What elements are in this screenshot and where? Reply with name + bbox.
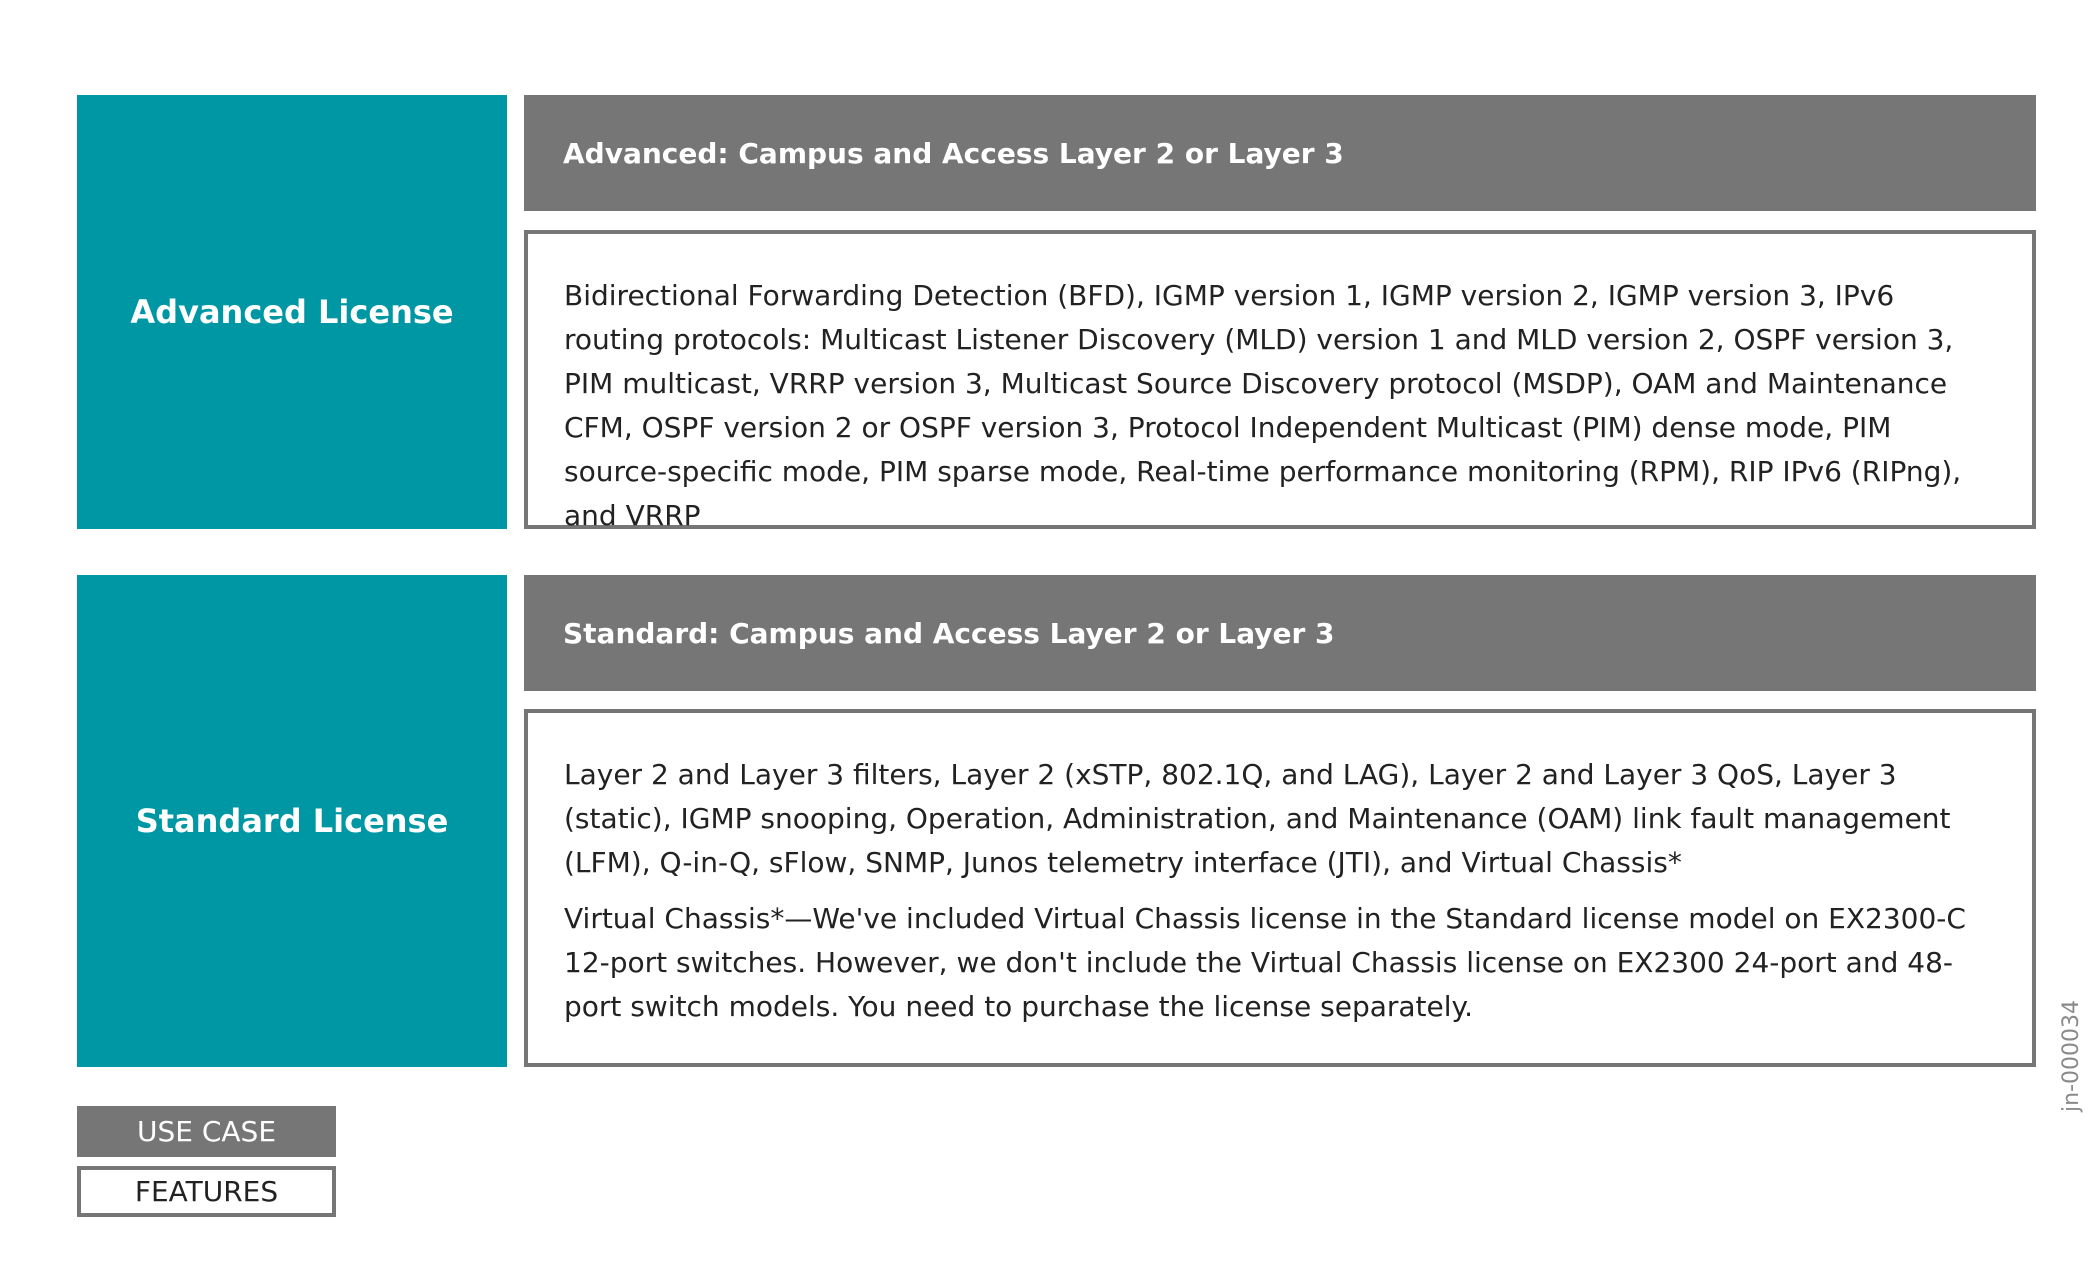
- standard-license-text: Standard License: [135, 802, 449, 840]
- legend-usecase: [77, 1106, 336, 1157]
- standard-usecase-text: Standard: Campus and Access Layer 2 or Layer 3: [563, 616, 1335, 650]
- advanced-license-label: [77, 95, 507, 529]
- figure-id: jn-000034: [2059, 1000, 2084, 1112]
- standard-features-note: Virtual Chassis*—We've included Virtual Chassis license in the Standard license model on EX2300-C 12-port switches. However, we don't include the Virtual Chassis license on EX2300 24-port and 48-port switch models. You need to purchase the license separately.: [564, 902, 1966, 1023]
- standard-license-label: [77, 575, 507, 1067]
- standard-usecase-header: [524, 575, 2036, 691]
- advanced-features-box: [524, 230, 2036, 532]
- advanced-usecase-header: [524, 95, 2036, 211]
- advanced-features-text: Bidirectional Forwarding Detection (BFD), IGMP version 1, IGMP version 2, IGMP version 3, IPv6 routing protocols: Multicast Listener Discovery (MLD) version 1 and MLD version 2, OSPF version 3, PIM multicast, VRRP version 3, Multicast Source Discovery protocol (MSDP), OAM and Maintenance CFM, OSPF version 2 or OSPF version 3, Protocol Independent Multicast (PIM) dense mode, PIM source-specific mode, PIM sparse mode, Real-time performance monitoring (RPM), RIP IPv6 (RIPng), and VRRP: [564, 279, 1962, 532]
- standard-features-box: [524, 709, 2036, 1067]
- legend-features-label: FEATURES: [134, 1175, 279, 1208]
- standard-features-text: Layer 2 and Layer 3 filters, Layer 2 (xSTP, 802.1Q, and LAG), Layer 2 and Layer 3 QoS, Layer 3 (static), IGMP snooping, Operation, Administration, and Maintenance (OAM) link fault management (LFM), Q-in-Q, sFlow, SNMP, Junos telemetry interface (JTI), and Virtual Chassis*: [564, 758, 1951, 879]
- advanced-license-text: Advanced License: [130, 293, 454, 331]
- legend-usecase-label: USE CASE: [136, 1115, 277, 1148]
- legend-features: [77, 1166, 336, 1217]
- advanced-usecase-text: Advanced: Campus and Access Layer 2 or Layer 3: [563, 136, 1344, 170]
